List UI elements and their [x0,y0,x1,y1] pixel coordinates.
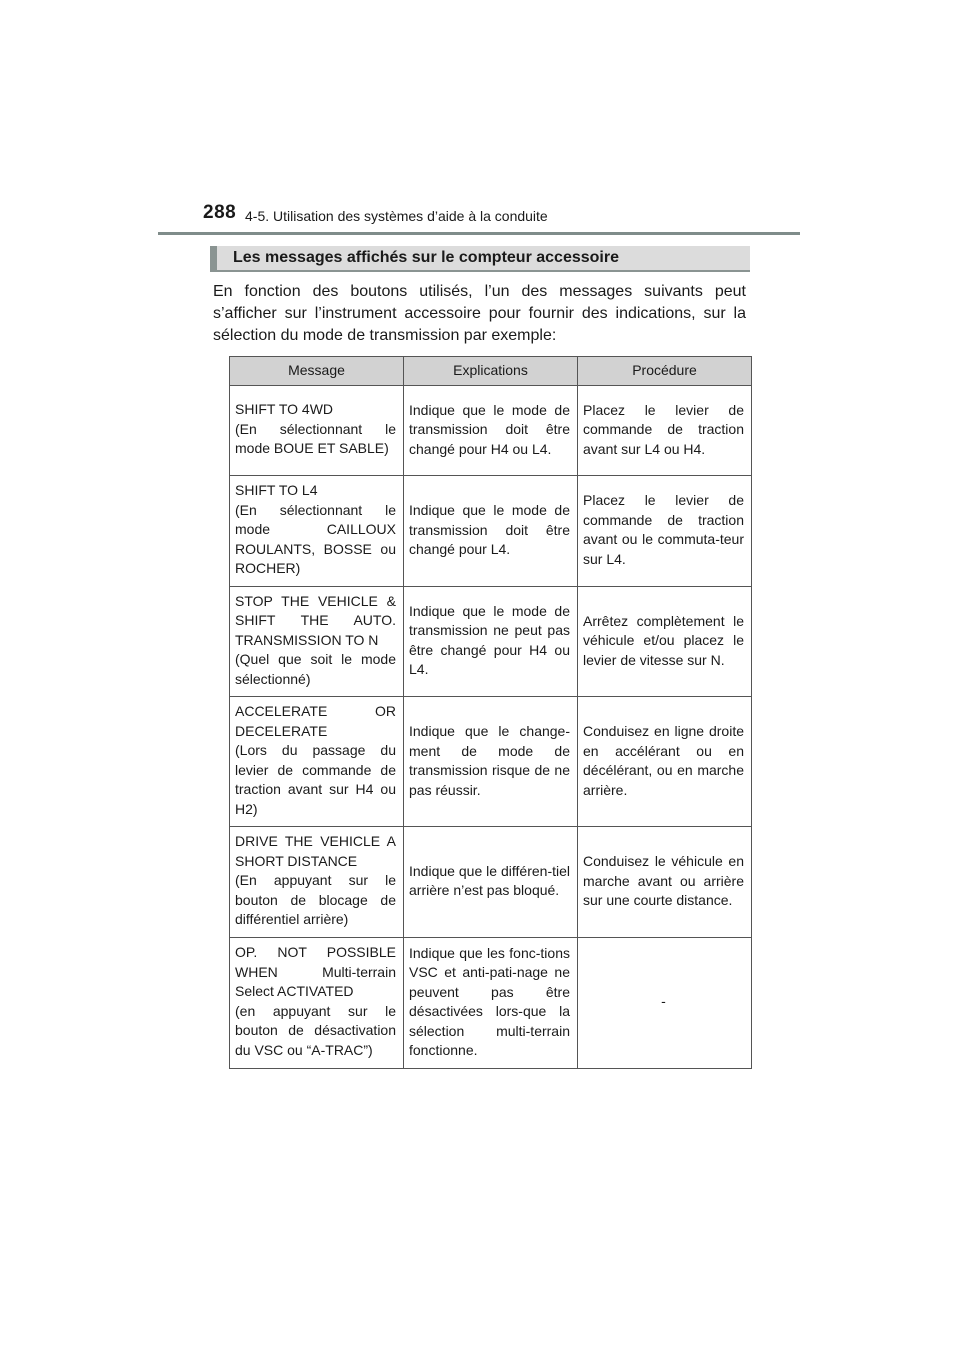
message-condition: (en appuyant sur le bouton de désactivation du VSC ou “A-TRAC”) [235,1002,396,1058]
table-header-row [230,357,752,386]
procedure-cell: Placez le levier de commande de traction avant sur L4 ou H4. [578,386,752,476]
column-header-message: Message [230,357,404,386]
message-cell [230,476,404,587]
message-condition: (En sélectionnant le mode BOUE ET SABLE) [235,420,396,457]
intro-paragraph: En fonction des boutons utilisés, l’un des messages suivants peut s’afficher sur l’instrument accessoire pour fournir des indications, sur la sélection du mode de transmission par exemple: [213,283,746,344]
procedure-cell: Conduisez en ligne droite en accélérant ou en décélérant, ou en marche arrière. [578,697,752,827]
procedure-cell: Arrêtez complètement le véhicule et/ou placez le levier de vitesse sur N. [578,586,752,697]
explanation-cell: Indique que le mode de transmission ne peut pas être changé pour H4 ou L4. [404,586,578,697]
message-condition: (Lors du passage du levier de commande de traction avant sur H4 ou H2) [235,742,396,817]
procedure-cell: - [578,937,752,1068]
section-title: Les messages affichés sur le compteur accessoire [233,249,619,266]
message-cell [230,697,404,827]
table-row [230,697,752,827]
table-row [230,586,752,697]
table-row [230,827,752,938]
procedure-cell: Placez le levier de commande de traction avant ou le commuta-teur sur L4. [578,476,752,587]
column-header-explanations: Explications [404,357,578,386]
explanation-cell: Indique que le différen-tiel arrière n’est pas bloqué. [404,827,578,938]
page-number: 288 [203,202,237,223]
column-header-procedure: Procédure [578,357,752,386]
header-divider [158,232,800,235]
message-code: SHIFT TO L4 [235,482,318,498]
message-code: STOP THE VEHICLE & SHIFT THE AUTO. TRANSMISSION TO N [235,592,396,648]
message-code: DRIVE THE VEHICLE A SHORT DISTANCE [235,833,396,869]
procedure-cell: Conduisez le véhicule en marche avant ou arrière sur une courte distance. [578,827,752,938]
message-cell [230,386,404,476]
chapter-title: 4-5. Utilisation des systèmes d’aide à la conduite [245,208,548,224]
message-condition: (Quel que soit le mode sélectionné) [235,651,396,687]
explanation-cell: Indique que les fonc-tions VSC et anti-pati-nage ne peuvent pas être désactivées lors-que la sélection multi-terrain fonctionne. [404,937,578,1068]
explanation-cell: Indique que le change-ment de mode de transmission risque de ne pas réussir. [404,697,578,827]
message-code: SHIFT TO 4WD [235,401,334,418]
explanation-cell: Indique que le mode de transmission doit être changé pour L4. [404,476,578,587]
table-row [230,386,752,476]
message-cell [230,937,404,1068]
message-cell [230,586,404,697]
explanation-cell: Indique que le mode de transmission doit être changé pour H4 ou L4. [404,386,578,476]
table-row [230,476,752,587]
section-heading-bar [210,246,750,272]
message-code: OP. NOT POSSIBLE WHEN Multi-terrain Select ACTIVATED [235,944,396,999]
table-row [230,937,752,1068]
message-condition: (En appuyant sur le bouton de blocage de différentiel arrière) [235,872,396,927]
message-condition: (En sélectionnant le mode CAILLOUX ROULANTS, BOSSE ou ROCHER) [235,501,396,576]
messages-table [229,356,752,1069]
message-cell [230,827,404,938]
message-code: ACCELERATE OR DECELERATE [235,703,396,739]
